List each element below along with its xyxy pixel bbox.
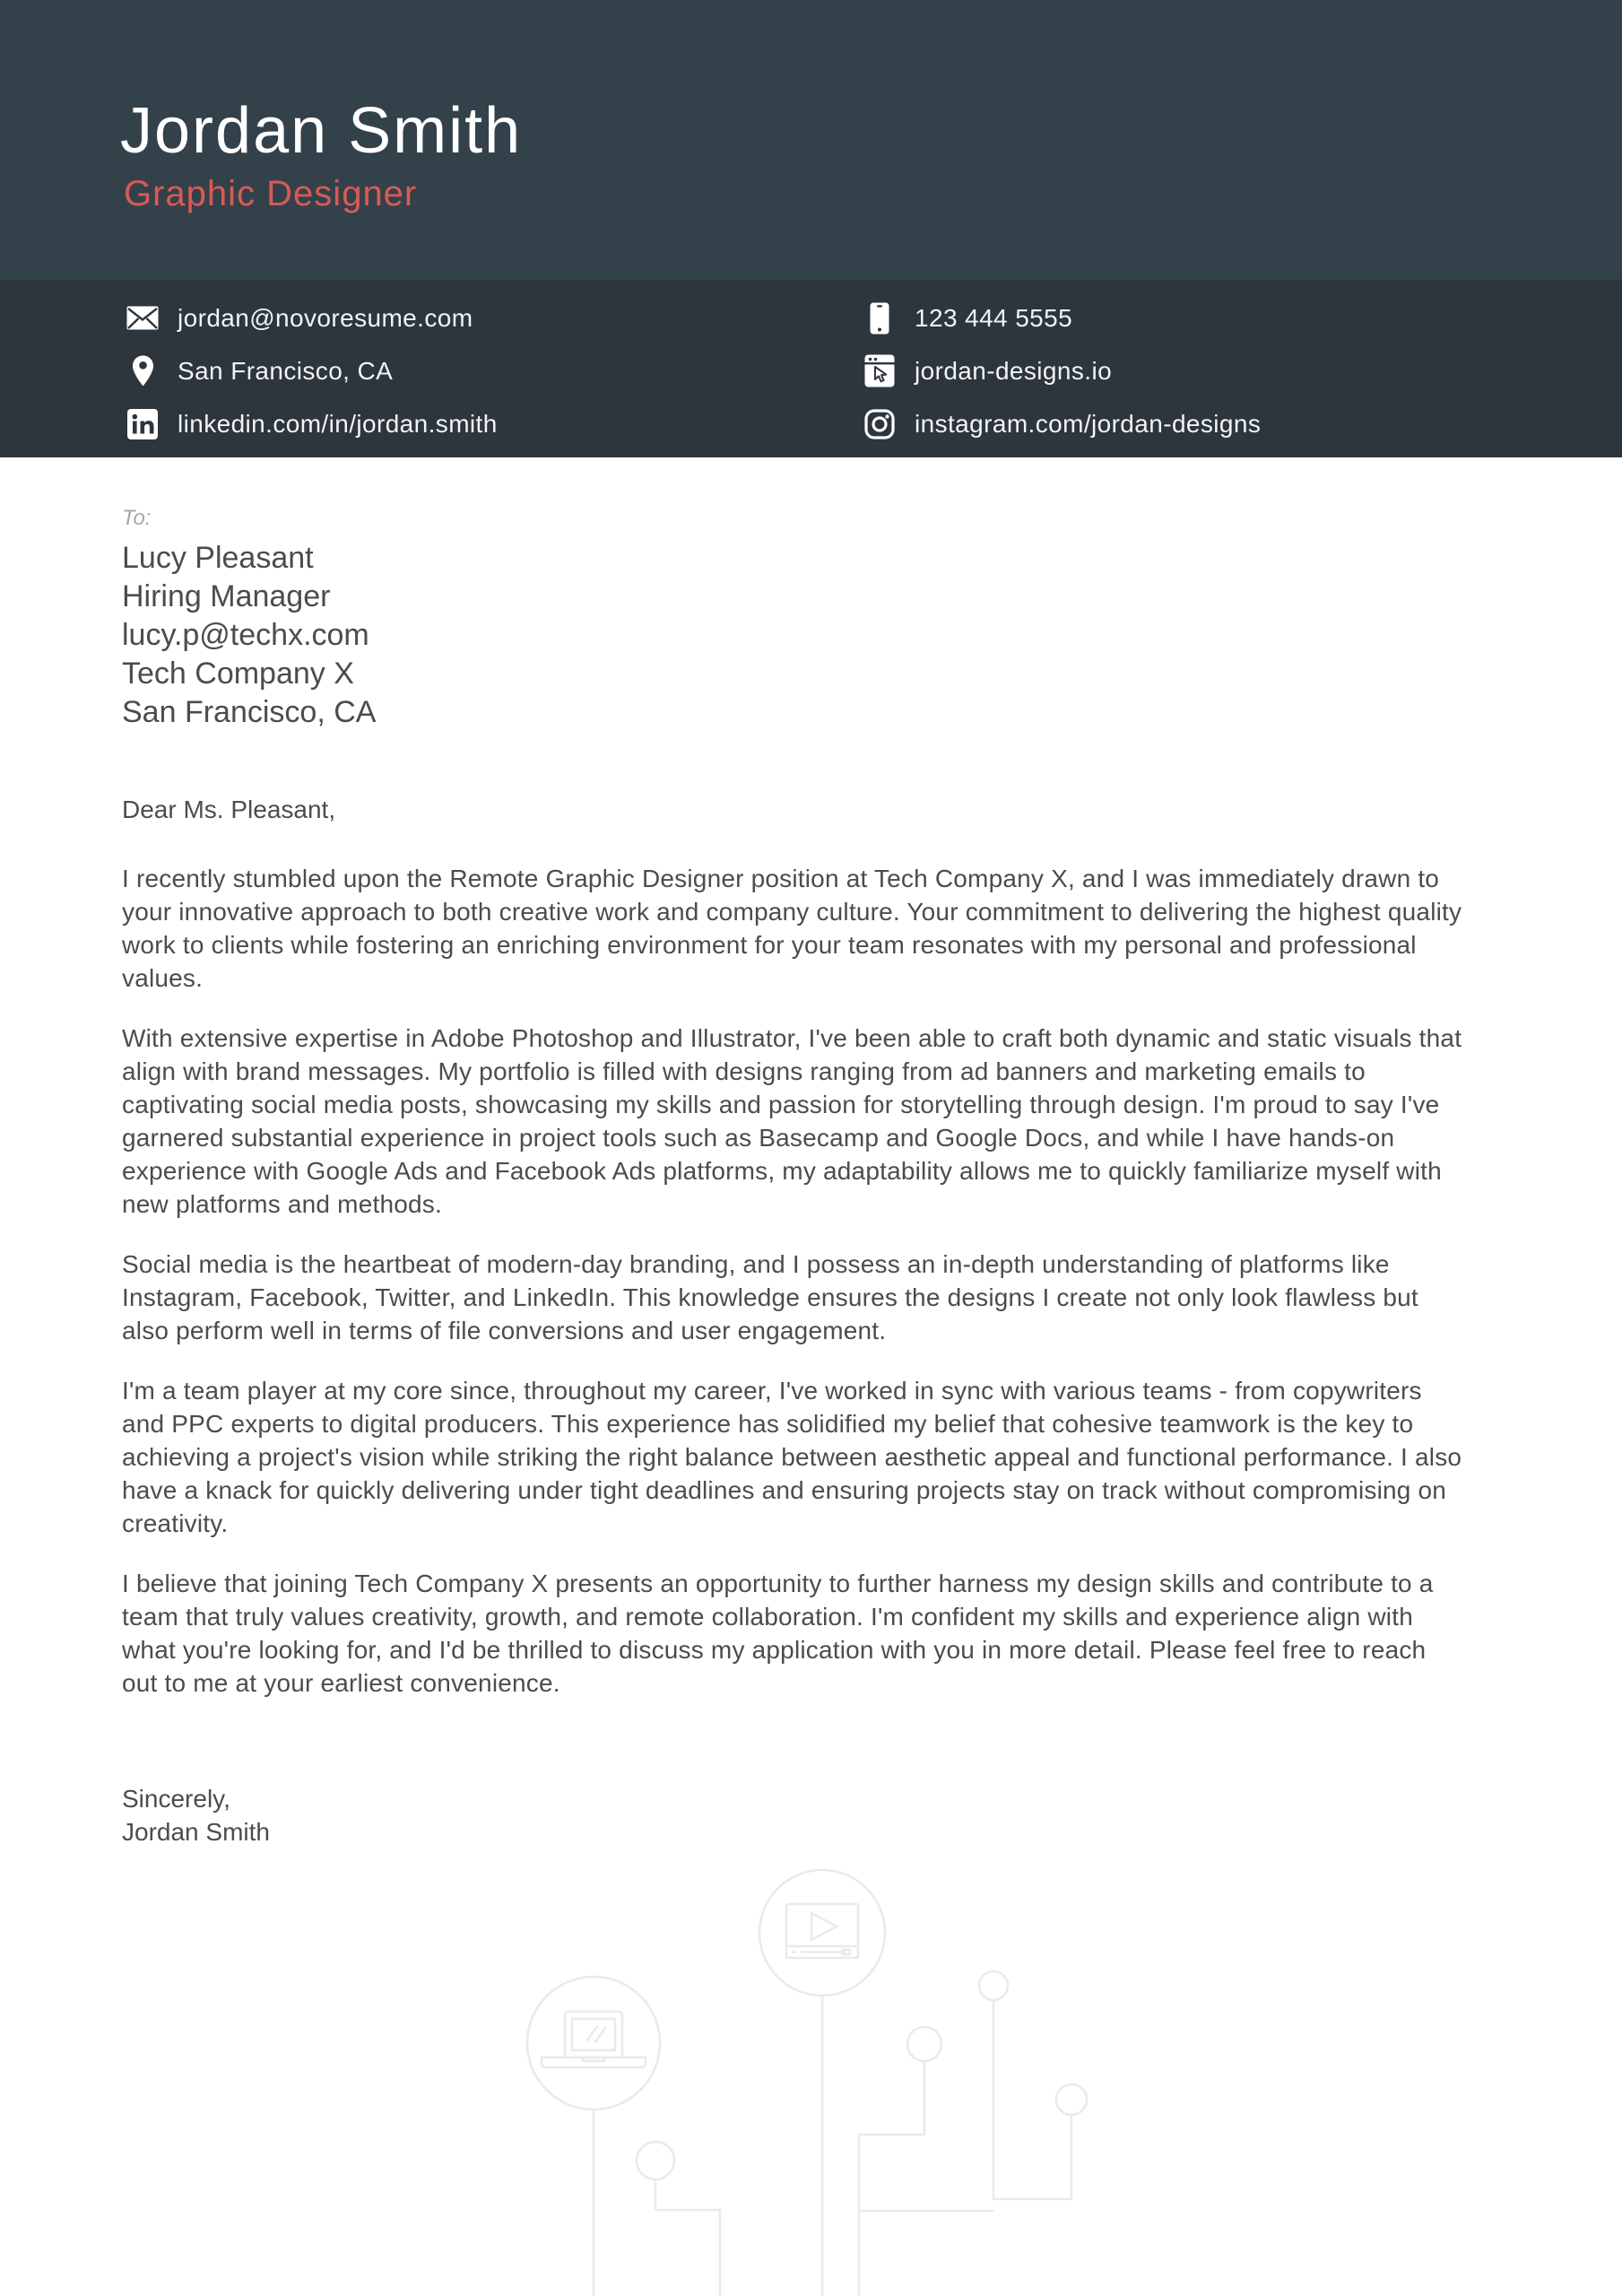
recipient-block — [122, 539, 1467, 732]
node-circle — [907, 2027, 941, 2061]
location-icon — [126, 355, 160, 387]
closing: Sincerely, — [122, 1785, 230, 1813]
video-player-icon — [786, 1904, 858, 1958]
instagram-value[interactable]: instagram.com/jordan-designs — [915, 409, 1262, 438]
contact-row-location — [126, 344, 498, 397]
laptop-icon — [542, 2012, 646, 2067]
contact-row-linkedin — [126, 397, 498, 450]
recipient-city: San Francisco, CA — [122, 695, 377, 729]
header — [0, 0, 1622, 280]
linkedin-icon — [126, 409, 160, 439]
node-connector — [859, 2061, 924, 2296]
phone-value: 123 444 5555 — [915, 303, 1073, 332]
website-icon — [863, 354, 897, 387]
recipient-role: Hiring Manager — [122, 579, 331, 613]
video-circle — [759, 1870, 885, 1996]
laptop-circle — [527, 1977, 660, 2109]
salutation: Dear Ms. Pleasant, — [122, 796, 336, 823]
letter-body — [122, 505, 1467, 1848]
contact-row-email — [126, 291, 498, 344]
website-value[interactable]: jordan-designs.io — [915, 356, 1113, 385]
contact-row-website — [863, 344, 1261, 397]
phone-icon — [863, 302, 897, 335]
person-name: Jordan Smith — [120, 95, 523, 167]
location-value: San Francisco, CA — [178, 356, 394, 385]
recipient-email: lucy.p@techx.com — [122, 618, 369, 652]
node-connector — [993, 2000, 1071, 2199]
to-label: To: — [122, 506, 152, 530]
contact-bar — [0, 280, 1622, 457]
person-job-title: Graphic Designer — [124, 174, 418, 213]
paragraph-3: Social media is the heartbeat of modern-day branding, and I possess an in-depth understanding of platforms like Instagram, Facebook, Twitter, and LinkedIn. This knowledge ensures the designs I create not only look flawless but also perform well in terms of file conversions and user engagement. — [122, 1250, 1418, 1344]
contact-row-phone — [863, 291, 1261, 344]
recipient-company: Tech Company X — [122, 657, 354, 691]
circuit-decoration — [0, 1839, 1622, 2296]
node-connector — [655, 2179, 720, 2296]
email-icon — [126, 306, 160, 330]
paragraph-5: I believe that joining Tech Company X presents an opportunity to further harness my design skills and contribute to a team that truly values creativity, growth, and remote collaboration. I'm confident my skills and experience align with what you're looking for, and I'd be thrilled to discuss my application with you in more detail. Please feel free to reach out to me at your earliest convenience. — [122, 1570, 1434, 1697]
contact-row-instagram — [863, 397, 1261, 450]
signature-name: Jordan Smith — [122, 1818, 270, 1846]
email-value[interactable]: jordan@novoresume.com — [178, 303, 473, 332]
paragraph-4: I'm a team player at my core since, throughout my career, I've worked in sync with various teams - from copywriters and PPC experts to digital producers. This experience has solidified my belief that cohesive teamwork is the key to achieving a project's vision while striking the right balance between aesthetic appeal and functional performance. I also have a knack for quickly delivering under tight deadlines and ensuring projects stay on track without compromising on creativity. — [122, 1377, 1462, 1537]
linkedin-value[interactable]: linkedin.com/in/jordan.smith — [178, 409, 498, 438]
node-circle — [1056, 2084, 1087, 2115]
paragraph-1: I recently stumbled upon the Remote Graphic Designer position at Tech Company X, and I was immediately drawn to your innovative approach to both creative work and company culture. Your commitment to delivering the highest quality work to clients while fostering an enriching environment for your team resonates with my personal and professional values. — [122, 865, 1462, 992]
paragraph-2: With extensive expertise in Adobe Photoshop and Illustrator, I've been able to craft both dynamic and static visuals that align with brand messages. My portfolio is filled with designs ranging from ad banners and marketing emails to captivating social media posts, showcasing my skills and passion for storytelling through design. I'm proud to say I've garnered substantial experience in project tools such as Basecamp and Google Docs, and while I have hands-on experience with Google Ads and Facebook Ads platforms, my adaptability allows me to quickly familiarize myself with new platforms and methods. — [122, 1024, 1462, 1218]
contact-column-left — [126, 291, 498, 450]
contact-column-right — [863, 291, 1261, 450]
node-circle — [637, 2142, 674, 2179]
instagram-icon — [863, 409, 897, 439]
recipient-name: Lucy Pleasant — [122, 541, 314, 575]
node-circle — [979, 1971, 1008, 2000]
